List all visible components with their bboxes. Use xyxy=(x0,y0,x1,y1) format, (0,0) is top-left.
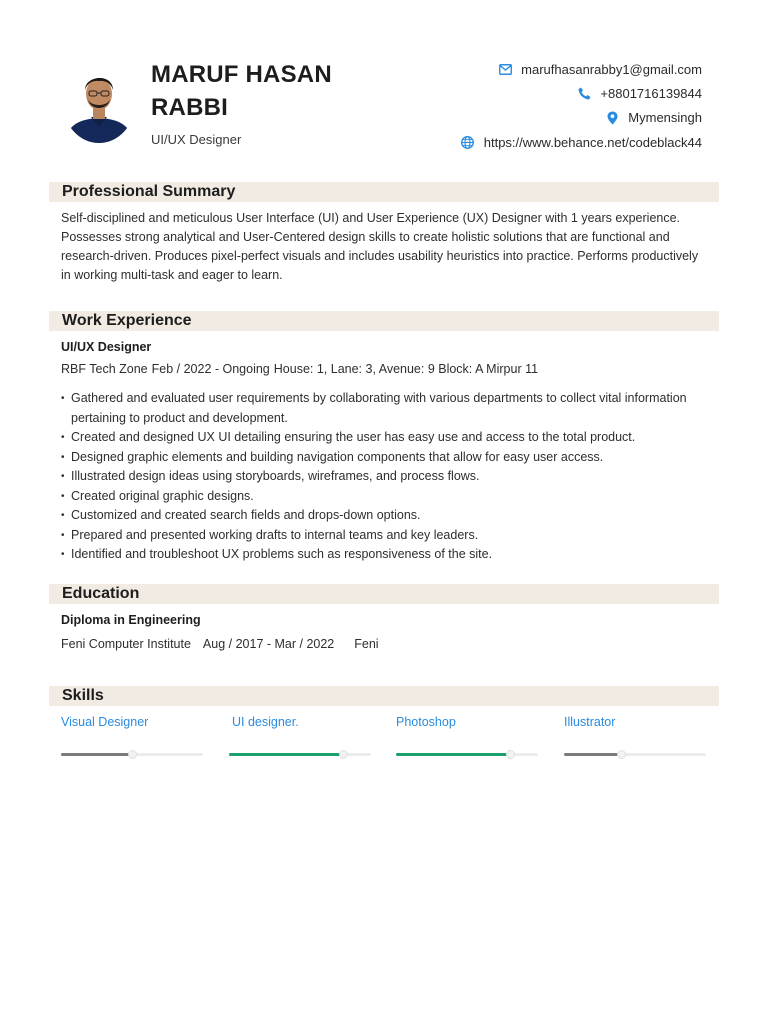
contact-email[interactable] xyxy=(461,57,702,81)
contact-website-text: https://www.behance.net/codeblack44 xyxy=(483,134,702,150)
skill-level-fill xyxy=(396,753,510,756)
education-institute: Feni Computer Institute xyxy=(61,637,191,651)
skill-item xyxy=(564,715,615,729)
skill-level-bar xyxy=(396,753,538,756)
phone-icon xyxy=(577,86,591,100)
skill-label: Illustrator xyxy=(564,715,616,729)
section-header-work xyxy=(49,311,719,331)
contact-phone-text: +8801716139844 xyxy=(600,85,702,101)
skill-level-fill xyxy=(229,753,343,756)
contact-phone[interactable] xyxy=(461,81,702,105)
contact-list xyxy=(461,57,702,154)
list-item: • Identified and troubleshoot UX problems such as responsiveness of the site. xyxy=(61,545,711,565)
skill-level-bar xyxy=(564,753,706,756)
avatar xyxy=(63,63,135,143)
email-icon xyxy=(498,62,512,76)
location-pin-icon xyxy=(605,111,619,125)
skill-level-knob xyxy=(617,750,626,759)
skill-level-fill xyxy=(564,753,621,756)
candidate-name xyxy=(151,58,332,124)
contact-website[interactable] xyxy=(461,130,702,154)
education-location: Feni xyxy=(354,637,379,651)
education-degree: Diploma in Engineering xyxy=(61,613,201,627)
work-bullet-list xyxy=(61,389,711,565)
skill-level-fill xyxy=(61,753,132,756)
name-line-2: RABBI xyxy=(151,94,228,121)
name-line-1: MARUF HASAN xyxy=(151,61,332,88)
section-header-summary xyxy=(49,182,719,202)
section-title-skills: Skills xyxy=(62,687,104,704)
skill-item xyxy=(229,715,299,729)
list-item: • Designed graphic elements and building navigation components that allow for easy user access. xyxy=(61,448,711,468)
skill-level-knob xyxy=(339,750,348,759)
summary-text: Self-disciplined and meticulous User Interface (UI) and User Experience (UX) Designer with 1 years experience. Possesses strong analytical and User-Centered design skills to create holistic solutions that are functional and research-driven. Produces pixel-perfect visuals and includes usability heuristics into practice. Performs productively in working multi-task and eager to learn. xyxy=(61,211,699,282)
skill-level-knob xyxy=(506,750,515,759)
list-item: • Prepared and presented working drafts to internal teams and key leaders. xyxy=(61,526,711,546)
job-company: RBF Tech Zone xyxy=(61,362,148,376)
globe-icon xyxy=(461,135,475,149)
skill-item xyxy=(61,715,148,729)
section-header-education xyxy=(49,584,719,604)
skill-label: Visual Designer xyxy=(61,715,149,729)
list-item: • Created and designed UX UI detailing ensuring the user has easy use and access to the total product. xyxy=(61,428,711,448)
section-title-education: Education xyxy=(62,585,140,602)
skill-item xyxy=(396,715,456,729)
job-meta xyxy=(61,362,542,376)
education-meta xyxy=(61,637,379,651)
job-location: House: 1, Lane: 3, Avenue: 9 Block: A Mirpur 11 xyxy=(273,362,539,376)
section-title-work: Work Experience xyxy=(62,312,192,329)
section-header-skills xyxy=(49,686,719,706)
contact-location-text: Mymensingh xyxy=(628,110,702,126)
contact-location xyxy=(461,106,702,130)
contact-email-text: marufhasanrabby1@gmail.com xyxy=(521,61,702,77)
education-dates: Aug / 2017 - Mar / 2022 xyxy=(202,637,335,651)
skill-level-knob xyxy=(128,750,137,759)
list-item: • Customized and created search fields and drops-down options. xyxy=(61,506,711,526)
job-dates: Feb / 2022 - Ongoing xyxy=(151,362,270,376)
list-item: • Gathered and evaluated user requirements by collaborating with various departments to collect vital information pertaining to product and development. xyxy=(61,389,711,428)
skill-label: Photoshop xyxy=(396,715,456,729)
skill-level-bar xyxy=(229,753,371,756)
list-item: • Created original graphic designs. xyxy=(61,487,711,507)
list-item: • Illustrated design ideas using storyboards, wireframes, and process flows. xyxy=(61,467,711,487)
job-role: UI/UX Designer xyxy=(151,132,242,147)
skill-label: UI designer. xyxy=(232,715,299,729)
job-title: UI/UX Designer xyxy=(61,340,152,354)
skill-level-bar xyxy=(61,753,203,756)
section-title-summary: Professional Summary xyxy=(62,183,236,200)
profile-photo xyxy=(63,63,135,143)
